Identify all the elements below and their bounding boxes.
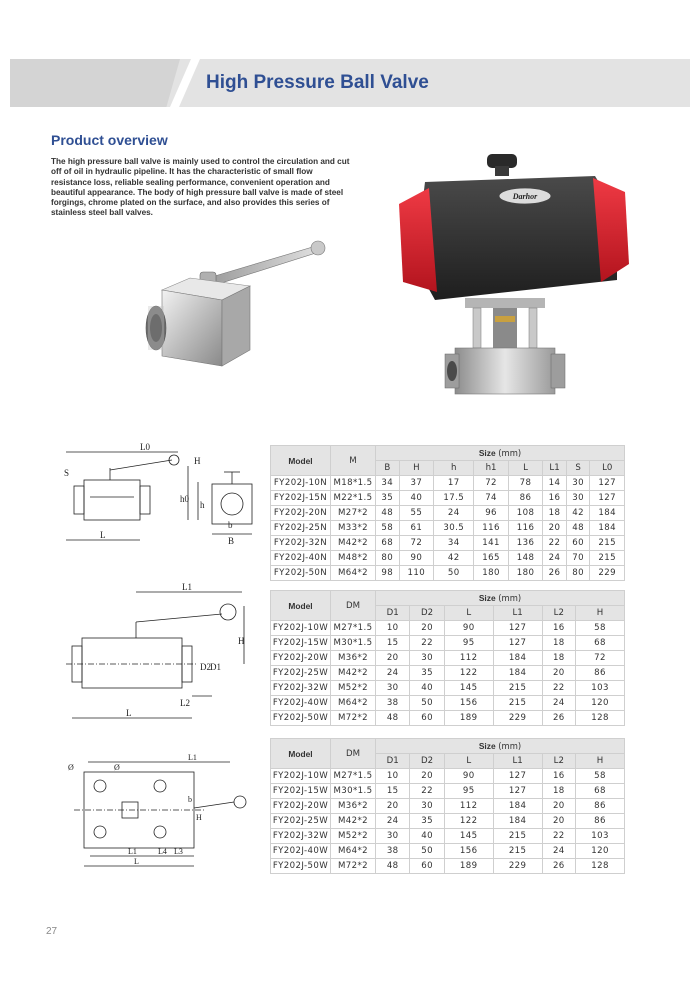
model-cell: FY202J-20N [271, 506, 331, 521]
table-row [271, 711, 625, 726]
table-cell: 95 [444, 636, 493, 651]
table-cell: 30 [410, 799, 444, 814]
table-cell: 16 [543, 491, 567, 506]
table-cell: M42*2 [331, 666, 376, 681]
table-cell: M33*2 [331, 521, 376, 536]
table-cell: 58 [376, 521, 400, 536]
table-cell: 14 [543, 476, 567, 491]
column-header: L [508, 461, 542, 476]
table-cell: M52*2 [331, 681, 376, 696]
spec-table-w [270, 590, 625, 726]
table-cell: 116 [474, 521, 508, 536]
table-cell: 10 [376, 769, 410, 784]
header-size: Size (mm) [376, 446, 625, 461]
table-cell: 229 [590, 566, 625, 581]
banner-accent [10, 59, 180, 107]
table-cell: M64*2 [331, 696, 376, 711]
header-dm: DM [331, 739, 376, 769]
table-cell: 24 [543, 551, 567, 566]
table-cell: M30*1.5 [331, 784, 376, 799]
table-cell: 72 [399, 536, 433, 551]
table-cell: 96 [474, 506, 508, 521]
table-cell: 127 [493, 636, 542, 651]
table-cell: 120 [576, 844, 625, 859]
table-cell: 40 [410, 829, 444, 844]
table-cell: 128 [576, 859, 625, 874]
table-cell: 40 [410, 681, 444, 696]
table-cell: 30 [566, 476, 590, 491]
table-cell: 20 [376, 799, 410, 814]
table-cell: 18 [542, 784, 576, 799]
pneumatic-ball-valve-photo [395, 152, 635, 400]
dim-label: D1 [210, 662, 221, 672]
table-cell: 127 [493, 769, 542, 784]
table-cell: 98 [376, 566, 400, 581]
table-cell: M36*2 [331, 799, 376, 814]
table-cell: 80 [566, 566, 590, 581]
column-header: h1 [474, 461, 508, 476]
dim-label: L1 [128, 847, 137, 856]
table-cell: 90 [399, 551, 433, 566]
model-cell: FY202J-20W [271, 799, 331, 814]
table-cell: 112 [444, 651, 493, 666]
table-cell: 34 [434, 536, 474, 551]
table-row [271, 491, 625, 506]
column-header: D1 [376, 754, 410, 769]
table-cell: 50 [434, 566, 474, 581]
table-cell: 30 [566, 491, 590, 506]
dim-label: L [126, 708, 132, 718]
table-cell: 55 [399, 506, 433, 521]
table-cell: 68 [576, 784, 625, 799]
table-cell: 215 [493, 696, 542, 711]
model-cell: FY202J-50N [271, 566, 331, 581]
model-cell: FY202J-25N [271, 521, 331, 536]
table-row [271, 506, 625, 521]
dim-label: L2 [180, 698, 190, 708]
model-cell: FY202J-32N [271, 536, 331, 551]
table-cell: 189 [444, 859, 493, 874]
page-title: High Pressure Ball Valve [206, 72, 429, 93]
table-cell: 22 [542, 829, 576, 844]
dim-label: Ø [114, 763, 120, 772]
table-cell: 120 [576, 696, 625, 711]
column-header: S [566, 461, 590, 476]
model-cell: FY202J-40W [271, 844, 331, 859]
table-cell: 30 [410, 651, 444, 666]
table-cell: 48 [376, 711, 410, 726]
dim-label: H [196, 813, 202, 822]
dim-label: B [228, 536, 235, 546]
table-row [271, 551, 625, 566]
table-cell: M48*2 [331, 551, 376, 566]
table-cell: 180 [474, 566, 508, 581]
table-cell: 38 [376, 696, 410, 711]
table-cell: 110 [399, 566, 433, 581]
table-row [271, 769, 625, 784]
table-cell: 145 [444, 829, 493, 844]
table-cell: 48 [376, 859, 410, 874]
column-header: L1 [493, 606, 542, 621]
manual-ball-valve-photo [138, 238, 328, 378]
table-cell: M72*2 [331, 711, 376, 726]
model-cell: FY202J-50W [271, 711, 331, 726]
table-cell: 22 [410, 636, 444, 651]
brand-label: Darhor [512, 192, 538, 201]
model-cell: FY202J-15W [271, 636, 331, 651]
table-cell: 215 [493, 829, 542, 844]
table-cell: 90 [444, 621, 493, 636]
column-header: L0 [590, 461, 625, 476]
drawing-type-w [62, 582, 262, 732]
table-cell: 38 [376, 844, 410, 859]
table-cell: 229 [493, 859, 542, 874]
dim-label: L3 [174, 847, 183, 856]
table-cell: 78 [508, 476, 542, 491]
header-m: M [331, 446, 376, 476]
table-cell: 61 [399, 521, 433, 536]
header-model: Model [271, 446, 331, 476]
overview-text: The high pressure ball valve is mainly used to control the circulation and cut off of oil in hydraulic pipeline. It has the characteristic of small flow resistance loss, reliable sealing performance, convenient operation and beautiful appearance. The body of high pressure ball valve is made of steel forgings, chrome plated on the surface, and also provides this series of stainless steel ball valves. [51, 157, 350, 218]
dim-label: H [238, 636, 245, 646]
table-cell: 90 [444, 769, 493, 784]
column-header: D2 [410, 606, 444, 621]
table-cell: 184 [493, 814, 542, 829]
table-cell: 20 [542, 666, 576, 681]
model-cell: FY202J-10W [271, 769, 331, 784]
header-size: Size (mm) [376, 591, 625, 606]
dim-label: h [200, 500, 205, 510]
table-cell: 136 [508, 536, 542, 551]
drawing-type-flange [62, 752, 262, 872]
table-cell: 215 [590, 551, 625, 566]
table-cell: 145 [444, 681, 493, 696]
table-cell: 20 [410, 769, 444, 784]
model-cell: FY202J-40W [271, 696, 331, 711]
table-cell: 95 [444, 784, 493, 799]
table-cell: 80 [376, 551, 400, 566]
model-cell: FY202J-25W [271, 666, 331, 681]
table-cell: 24 [542, 844, 576, 859]
table-cell: 24 [434, 506, 474, 521]
table-row [271, 859, 625, 874]
dim-label: L [134, 857, 139, 866]
table-cell: 112 [444, 799, 493, 814]
table-row [271, 621, 625, 636]
model-cell: FY202J-15W [271, 784, 331, 799]
table-cell: 26 [542, 859, 576, 874]
table-cell: 215 [493, 681, 542, 696]
table-row [271, 681, 625, 696]
dim-label: b [228, 520, 233, 530]
table-cell: 35 [410, 666, 444, 681]
dim-label: L [100, 530, 106, 540]
table-cell: 50 [410, 696, 444, 711]
table-row [271, 651, 625, 666]
table-cell: 16 [542, 769, 576, 784]
table-cell: 35 [410, 814, 444, 829]
dim-label: S [64, 468, 70, 478]
table-cell: 86 [508, 491, 542, 506]
table-cell: 20 [542, 814, 576, 829]
table-cell: 141 [474, 536, 508, 551]
dim-label: L4 [158, 847, 167, 856]
table-cell: 127 [590, 476, 625, 491]
table-cell: 103 [576, 829, 625, 844]
table-cell: 42 [566, 506, 590, 521]
model-cell: FY202J-32W [271, 829, 331, 844]
table-row [271, 844, 625, 859]
table-row [271, 636, 625, 651]
table-cell: 35 [376, 491, 400, 506]
column-header: H [576, 606, 625, 621]
table-cell: 15 [376, 636, 410, 651]
table-cell: 22 [543, 536, 567, 551]
column-header: H [576, 754, 625, 769]
header-model: Model [271, 739, 331, 769]
table-cell: 26 [542, 711, 576, 726]
table-cell: M42*2 [331, 536, 376, 551]
table-cell: 215 [493, 844, 542, 859]
table-row [271, 536, 625, 551]
header-dm: DM [331, 591, 376, 621]
table-cell: 156 [444, 696, 493, 711]
table-cell: 48 [566, 521, 590, 536]
table-cell: 26 [543, 566, 567, 581]
dim-label: L1 [188, 753, 197, 762]
table-cell: 42 [434, 551, 474, 566]
column-header: H [399, 461, 433, 476]
table-row [271, 829, 625, 844]
table-row [271, 521, 625, 536]
table-cell: M64*2 [331, 566, 376, 581]
dim-label: Ø [68, 763, 74, 772]
table-cell: M30*1.5 [331, 636, 376, 651]
table-cell: 148 [508, 551, 542, 566]
drawing-type-n [60, 442, 260, 557]
spec-table-flange [270, 738, 625, 874]
table-row [271, 696, 625, 711]
table-cell: 24 [376, 666, 410, 681]
table-cell: 20 [543, 521, 567, 536]
table-cell: 184 [590, 506, 625, 521]
table-cell: 60 [410, 859, 444, 874]
table-cell: 72 [576, 651, 625, 666]
table-cell: 86 [576, 814, 625, 829]
table-cell: 34 [376, 476, 400, 491]
table-cell: 30.5 [434, 521, 474, 536]
table-cell: 108 [508, 506, 542, 521]
table-cell: 122 [444, 666, 493, 681]
table-cell: 60 [410, 711, 444, 726]
table-cell: 70 [566, 551, 590, 566]
header-size: Size (mm) [376, 739, 625, 754]
column-header: L2 [542, 606, 576, 621]
table-cell: 72 [474, 476, 508, 491]
dim-label: b [188, 795, 192, 804]
table-cell: 184 [493, 666, 542, 681]
dim-label: H [194, 456, 201, 466]
table-cell: 16 [542, 621, 576, 636]
spec-table-n [270, 445, 625, 581]
header-model: Model [271, 591, 331, 621]
model-cell: FY202J-50W [271, 859, 331, 874]
model-cell: FY202J-20W [271, 651, 331, 666]
table-cell: 22 [410, 784, 444, 799]
table-cell: M64*2 [331, 844, 376, 859]
table-cell: 68 [576, 636, 625, 651]
table-cell: 18 [542, 636, 576, 651]
table-cell: 184 [493, 651, 542, 666]
table-cell: 40 [399, 491, 433, 506]
table-cell: M36*2 [331, 651, 376, 666]
table-row [271, 566, 625, 581]
table-cell: 165 [474, 551, 508, 566]
table-cell: 122 [444, 814, 493, 829]
dim-label: D2 [200, 662, 211, 672]
table-cell: 74 [474, 491, 508, 506]
table-cell: 20 [376, 651, 410, 666]
column-header: L [444, 754, 493, 769]
overview-heading: Product overview [51, 132, 168, 148]
model-cell: FY202J-25W [271, 814, 331, 829]
dim-label: L0 [140, 442, 150, 452]
table-cell: 127 [493, 784, 542, 799]
table-cell: 58 [576, 621, 625, 636]
table-cell: M72*2 [331, 859, 376, 874]
table-cell: 127 [590, 491, 625, 506]
table-cell: 128 [576, 711, 625, 726]
table-cell: 184 [493, 799, 542, 814]
table-cell: M27*1.5 [331, 769, 376, 784]
table-cell: 103 [576, 681, 625, 696]
table-row [271, 666, 625, 681]
table-cell: 37 [399, 476, 433, 491]
table-cell: 10 [376, 621, 410, 636]
table-row [271, 784, 625, 799]
title-banner [10, 59, 690, 107]
table-cell: M27*1.5 [331, 621, 376, 636]
table-cell: 30 [376, 681, 410, 696]
table-cell: 58 [576, 769, 625, 784]
model-cell: FY202J-10W [271, 621, 331, 636]
model-cell: FY202J-15N [271, 491, 331, 506]
table-cell: 24 [376, 814, 410, 829]
column-header: L [444, 606, 493, 621]
table-cell: 86 [576, 799, 625, 814]
table-cell: 116 [508, 521, 542, 536]
column-header: L2 [542, 754, 576, 769]
table-cell: 24 [542, 696, 576, 711]
table-row [271, 476, 625, 491]
table-cell: 156 [444, 844, 493, 859]
table-cell: 22 [542, 681, 576, 696]
table-cell: 50 [410, 844, 444, 859]
table-cell: 15 [376, 784, 410, 799]
column-header: L1 [493, 754, 542, 769]
table-cell: 17 [434, 476, 474, 491]
page-number: 27 [46, 926, 58, 937]
table-cell: 20 [542, 799, 576, 814]
table-cell: 18 [543, 506, 567, 521]
table-cell: 180 [508, 566, 542, 581]
dim-label: h0 [180, 494, 189, 504]
model-cell: FY202J-32W [271, 681, 331, 696]
table-cell: M52*2 [331, 829, 376, 844]
model-cell: FY202J-10N [271, 476, 331, 491]
column-header: B [376, 461, 400, 476]
table-cell: 127 [493, 621, 542, 636]
table-cell: 18 [542, 651, 576, 666]
table-row [271, 814, 625, 829]
table-cell: 184 [590, 521, 625, 536]
column-header: L1 [543, 461, 567, 476]
table-cell: M18*1.5 [331, 476, 376, 491]
column-header: D2 [410, 754, 444, 769]
table-cell: M42*2 [331, 814, 376, 829]
table-cell: 86 [576, 666, 625, 681]
table-cell: M22*1.5 [331, 491, 376, 506]
table-cell: 229 [493, 711, 542, 726]
table-cell: 68 [376, 536, 400, 551]
table-cell: 17.5 [434, 491, 474, 506]
dim-label: L1 [182, 582, 192, 592]
table-cell: 20 [410, 621, 444, 636]
table-cell: 215 [590, 536, 625, 551]
table-cell: 48 [376, 506, 400, 521]
table-cell: 60 [566, 536, 590, 551]
table-cell: 189 [444, 711, 493, 726]
table-row [271, 799, 625, 814]
table-cell: 30 [376, 829, 410, 844]
column-header: D1 [376, 606, 410, 621]
column-header: h [434, 461, 474, 476]
table-cell: M27*2 [331, 506, 376, 521]
model-cell: FY202J-40N [271, 551, 331, 566]
